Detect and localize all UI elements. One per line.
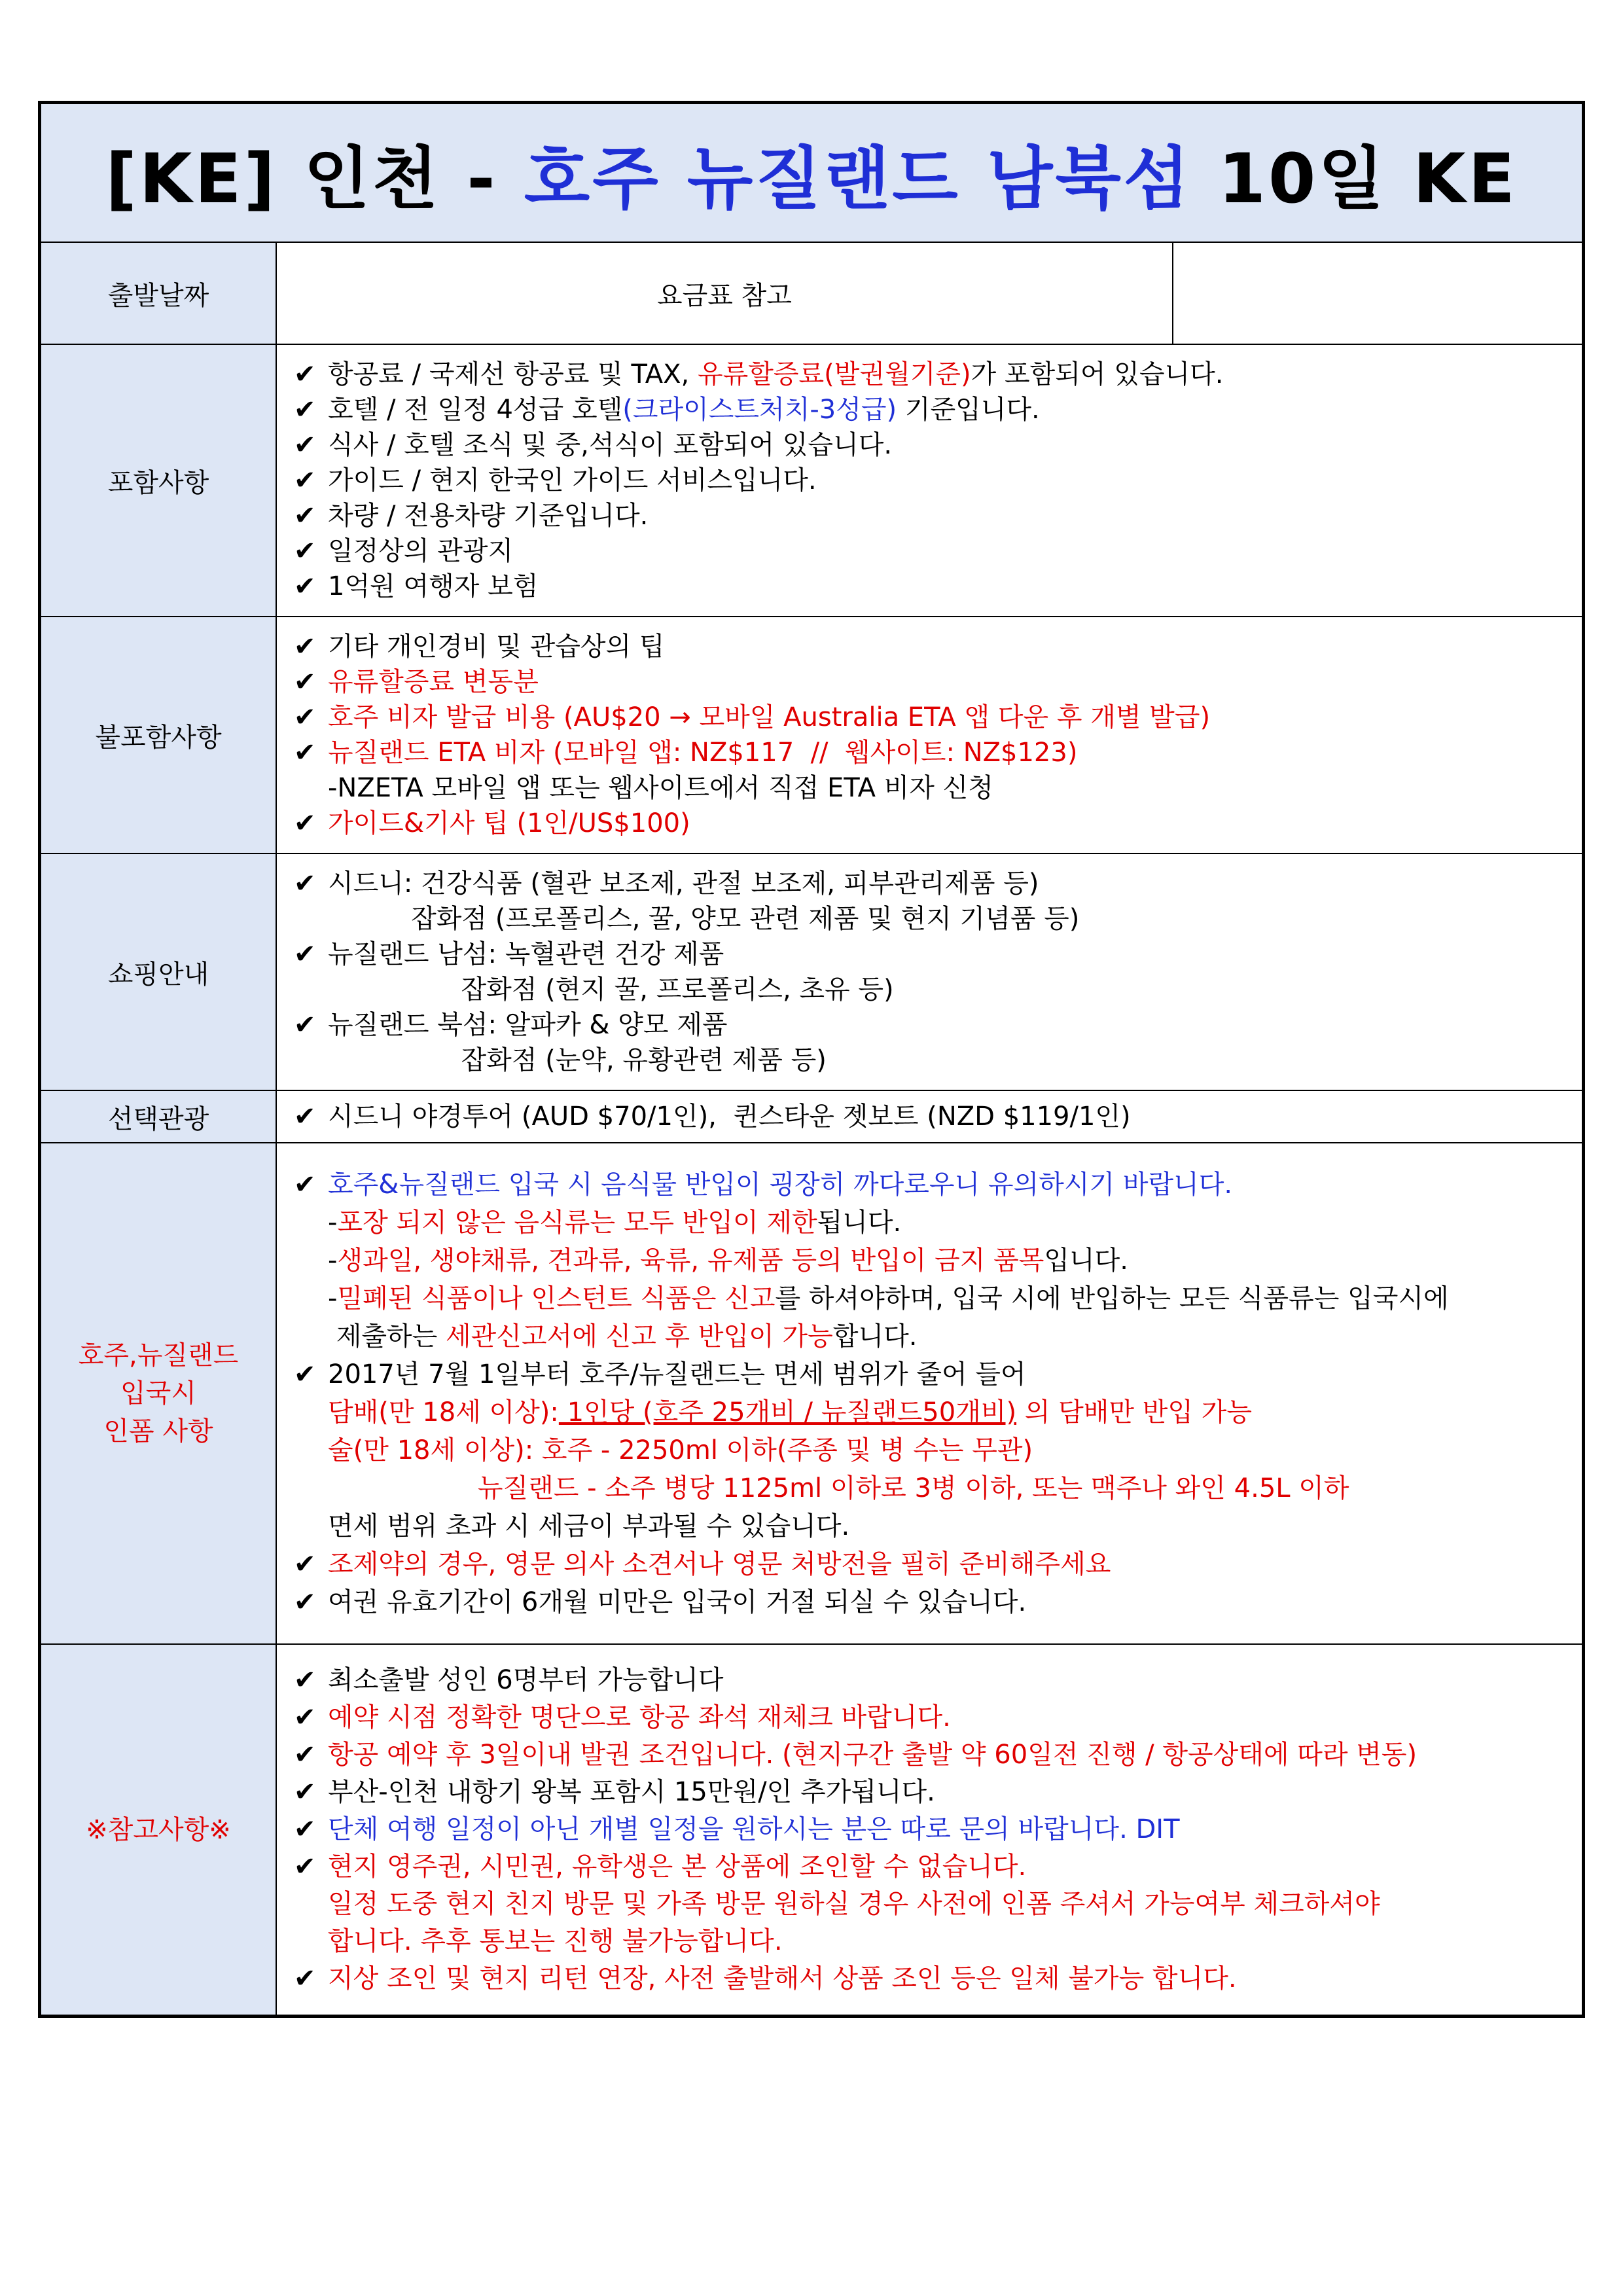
indent-spacer (328, 1321, 336, 1352)
departure-value: 요금표 참고 (276, 242, 1173, 344)
check-mark-icon: ✔ (294, 1702, 316, 1732)
check-mark-icon: ✔ (294, 869, 316, 899)
list-item (294, 1774, 1582, 1811)
list-item (294, 1431, 1582, 1469)
optional-tour-content (276, 1090, 1582, 1143)
list-item (294, 1886, 1582, 1923)
list-item (294, 735, 1582, 770)
line-text: 2017년 7월 1일부터 호주/뉴질랜드는 면세 범위가 줄어 들어 (328, 1359, 1026, 1390)
line-text: 입니다. (1044, 1246, 1129, 1276)
shopping-content (276, 853, 1582, 1090)
list-item (294, 770, 1582, 806)
line-text: - (328, 1246, 338, 1276)
check-mark-icon: ✔ (294, 1852, 316, 1882)
line-text: 밀폐된 식품이나 인스턴트 식품은 신고 (337, 1283, 776, 1314)
list-item (294, 569, 1582, 604)
list-item (294, 1583, 1582, 1621)
list-item (294, 392, 1582, 427)
indent-spacer (328, 1473, 478, 1503)
list-item (294, 1355, 1582, 1393)
check-mark-icon: ✔ (294, 738, 316, 768)
list-item (294, 1007, 1582, 1043)
itinerary-table (40, 103, 1583, 2016)
title-highlight: 호주 뉴질랜드 남북섬 (524, 139, 1192, 219)
title-prefix: [KE] 인천 - (105, 139, 524, 219)
customs-label: 호주,뉴질랜드 입국시 인폼 사항 (41, 1143, 276, 1644)
list-item (294, 1043, 1582, 1078)
check-mark-icon: ✔ (294, 1102, 316, 1132)
shopping-label: 쇼핑안내 (41, 853, 276, 1090)
line-text: 잡화점 (프로폴리스, 꿀, 양모 관련 제품 및 현지 기념품 등) (411, 904, 1080, 934)
list-item (294, 629, 1582, 664)
line-text: 뉴질랜드 남섬: 녹혈관련 건강 제품 (328, 939, 724, 969)
line-text: 뉴질랜드 ETA 비자 (모바일 앱: NZ$117 // 웹사이트: NZ$123) (328, 738, 1078, 768)
departure-extra (1173, 242, 1582, 344)
line-text: 1억원 여행자 보험 (328, 571, 539, 601)
excluded-label: 불포함사항 (41, 617, 276, 853)
line-text: (크라이스트처치-3성급) (622, 395, 897, 425)
line-text: 됩니다. (817, 1208, 902, 1238)
list-item (294, 664, 1582, 700)
indent-spacer (328, 1045, 461, 1075)
line-text: 합니다. 추후 통보는 진행 불가능합니다. (328, 1926, 783, 1956)
list-item (294, 498, 1582, 533)
line-text: 생과일, 생야채류, 견과류, 육류, 유제품 등의 반입이 금지 품목 (337, 1246, 1044, 1276)
line-text: - (328, 1283, 338, 1314)
list-item (294, 357, 1582, 392)
check-mark-icon: ✔ (294, 1665, 316, 1695)
optional-tour-label: 선택관광 (41, 1090, 276, 1143)
line-text: 담배(만 18세 이상): (328, 1397, 559, 1427)
line-text: 호주&뉴질랜드 입국 시 음식물 반입이 굉장히 까다로우니 유의하시기 바랍니다. (328, 1170, 1233, 1200)
line-text: 단체 여행 일정이 아닌 개별 일정을 원하시는 분은 따로 문의 바랍니다. DIT (328, 1814, 1180, 1844)
check-mark-icon: ✔ (294, 1740, 316, 1770)
line-text: 부산-인천 내항기 왕복 포함시 15만원/인 추가됩니다. (328, 1777, 935, 1807)
list-item (294, 1699, 1582, 1736)
line-text: 현지 영주권, 시민권, 유학생은 본 상품에 조인할 수 없습니다. (328, 1852, 1027, 1882)
check-mark-icon: ✔ (294, 667, 316, 697)
included-label: 포함사항 (41, 344, 276, 617)
title-suffix: 10일 KE (1192, 139, 1518, 219)
check-mark-icon: ✔ (294, 501, 316, 531)
check-mark-icon: ✔ (294, 465, 316, 495)
line-text: 면세 범위 초과 시 세금이 부과될 수 있습니다. (328, 1511, 850, 1541)
line-text: 제출하는 (336, 1321, 446, 1352)
list-item (294, 463, 1582, 498)
line-text: 의 담배만 반입 가능 (1016, 1397, 1253, 1427)
list-item (294, 1469, 1582, 1507)
line-text: 여권 유효기간이 6개월 미만은 입국이 거절 되실 수 있습니다. (328, 1587, 1027, 1617)
list-item (294, 1923, 1582, 1960)
check-mark-icon: ✔ (294, 1549, 316, 1579)
line-text: 잡화점 (현지 꿀, 프로폴리스, 초유 등) (461, 975, 894, 1005)
line-text: 유류할증료(발권월기준) (697, 359, 971, 389)
indent-spacer (328, 975, 461, 1005)
list-item (294, 866, 1582, 901)
check-mark-icon: ✔ (294, 1814, 316, 1844)
list-item (294, 937, 1582, 972)
check-mark-icon: ✔ (294, 395, 316, 425)
list-item (294, 1166, 1582, 1204)
line-text: 식사 / 호텔 조식 및 중,석식이 포함되어 있습니다. (328, 430, 893, 460)
list-item (294, 1507, 1582, 1545)
line-text: 일정상의 관광지 (328, 536, 514, 566)
list-item (294, 972, 1582, 1007)
line-text: 호텔 / 전 일정 4성급 호텔 (328, 395, 623, 425)
line-text: 가이드&기사 팁 (1인/US$100) (328, 808, 690, 838)
list-item (294, 1662, 1582, 1699)
line-text: 일정 도중 현지 친지 방문 및 가족 방문 원하실 경우 사전에 인폼 주셔서 가능여부 체크하셔야 (328, 1889, 1380, 1919)
included-content (276, 344, 1582, 617)
list-item (294, 1099, 1582, 1134)
line-text: 기준입니다. (897, 395, 1040, 425)
line-text: 시드니 야경투어 (AUD $70/1인), 퀸스타운 젯보트 (NZD $119/1인) (328, 1102, 1131, 1132)
check-mark-icon: ✔ (294, 702, 316, 732)
list-item (294, 427, 1582, 463)
line-text: - (328, 1208, 338, 1238)
line-text: 항공 예약 후 3일이내 발권 조건입니다. (현지구간 출발 약 60일전 진행 / 항공상태에 따라 변동) (328, 1740, 1418, 1770)
line-text: -NZETA 모바일 앱 또는 웹사이트에서 직접 ETA 비자 신청 (328, 773, 993, 803)
check-mark-icon: ✔ (294, 1964, 316, 1994)
notes-content (276, 1644, 1582, 2015)
line-text: 1인당 (호주 25개비 / 뉴질랜드50개비) (558, 1397, 1017, 1427)
itinerary-sheet (38, 101, 1585, 2018)
line-text: 를 하셔야하며, 입국 시에 반입하는 모든 식품류는 입국시에 (775, 1283, 1449, 1314)
line-text: 가 포함되어 있습니다. (971, 359, 1224, 389)
line-text: 시드니: 건강식품 (혈관 보조제, 관절 보조제, 피부관리제품 등) (328, 869, 1039, 899)
customs-content (276, 1143, 1582, 1644)
line-text: 가이드 / 현지 한국인 가이드 서비스입니다. (328, 465, 817, 495)
line-text: 세관신고서에 신고 후 반입이 가능 (446, 1321, 833, 1352)
departure-label: 출발날짜 (41, 242, 276, 344)
page-title (41, 103, 1582, 242)
line-text: 잡화점 (눈약, 유황관련 제품 등) (461, 1045, 827, 1075)
list-item (294, 901, 1582, 937)
check-mark-icon: ✔ (294, 808, 316, 838)
list-item (294, 1736, 1582, 1774)
check-mark-icon: ✔ (294, 1359, 316, 1390)
indent-spacer (328, 904, 411, 934)
check-mark-icon: ✔ (294, 939, 316, 969)
line-text: 지상 조인 및 현지 리턴 연장, 사전 출발해서 상품 조인 등은 일체 불가능 합니다. (328, 1964, 1237, 1994)
check-mark-icon: ✔ (294, 430, 316, 460)
list-item (294, 1204, 1582, 1242)
line-text: 술(만 18세 이상): 호주 - 2250ml 이하(주종 및 병 수는 무관) (328, 1435, 1033, 1465)
line-text: 합니다. (832, 1321, 918, 1352)
check-mark-icon: ✔ (294, 1010, 316, 1040)
list-item (294, 1242, 1582, 1280)
check-mark-icon: ✔ (294, 536, 316, 566)
list-item (294, 533, 1582, 569)
line-text: 차량 / 전용차량 기준입니다. (328, 501, 649, 531)
list-item (294, 1280, 1582, 1318)
list-item (294, 1545, 1582, 1583)
check-mark-icon: ✔ (294, 632, 316, 662)
line-text: 뉴질랜드 - 소주 병당 1125ml 이하로 3병 이하, 또는 맥주나 와인 4.5L 이하 (477, 1473, 1349, 1503)
line-text: 항공료 / 국제선 항공료 및 TAX, (328, 359, 698, 389)
notes-label: ※참고사항※ (41, 1644, 276, 2015)
line-text: 조제약의 경우, 영문 의사 소견서나 영문 처방전을 필히 준비해주세요 (328, 1549, 1111, 1579)
list-item (294, 806, 1582, 841)
check-mark-icon: ✔ (294, 571, 316, 601)
list-item (294, 1393, 1582, 1431)
check-mark-icon: ✔ (294, 1170, 316, 1200)
line-text: 호주 비자 발급 비용 (AU$20 → 모바일 Australia ETA 앱 다운 후 개별 발급) (328, 702, 1211, 732)
excluded-content (276, 617, 1582, 853)
check-mark-icon: ✔ (294, 1777, 316, 1807)
list-item (294, 1848, 1582, 1886)
line-text: 뉴질랜드 북섬: 알파카 & 양모 제품 (328, 1010, 728, 1040)
list-item (294, 1811, 1582, 1848)
line-text: 예약 시점 정확한 명단으로 항공 좌석 재체크 바랍니다. (328, 1702, 951, 1732)
line-text: 최소출발 성인 6명부터 가능합니다 (328, 1665, 724, 1695)
list-item (294, 1318, 1582, 1355)
check-mark-icon: ✔ (294, 359, 316, 389)
line-text: 기타 개인경비 및 관습상의 팁 (328, 632, 665, 662)
line-text: 유류할증료 변동분 (328, 667, 539, 697)
list-item (294, 1960, 1582, 1998)
line-text: 포장 되지 않은 음식류는 모두 반입이 제한 (337, 1208, 817, 1238)
check-mark-icon: ✔ (294, 1587, 316, 1617)
list-item (294, 700, 1582, 735)
